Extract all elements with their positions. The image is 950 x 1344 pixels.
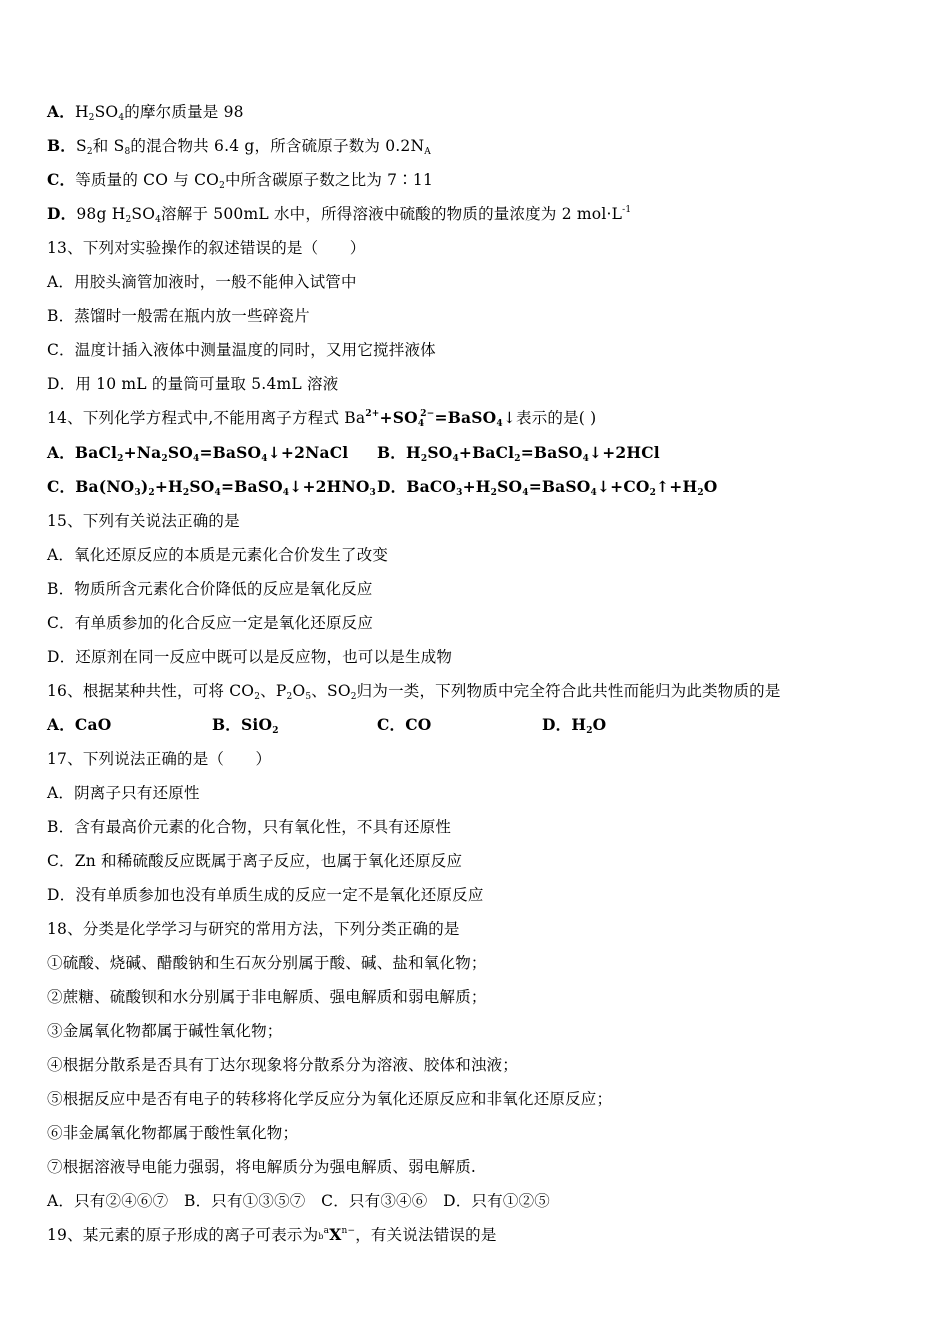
q16-option-c: C．CO	[377, 715, 432, 734]
q17-option-b: B．含有最高价元素的化合物，只有氧化性，不具有还原性	[47, 818, 452, 836]
q13-option-c: C．温度计插入液体中测量温度的同时，又用它搅拌液体	[47, 341, 436, 359]
q15-option-d: D．还原剂在同一反应中既可以是反应物，也可以是生成物	[47, 648, 453, 666]
q14-option-d: D．$BaCO_3+H_2SO_4=BaSO_4↓+CO_2↑+H_2O$	[377, 477, 718, 498]
q18-options: A．只有②④⑥⑦ B．只有①③⑤⑦ C．只有③④⑥ D．只有①②⑤	[47, 1192, 550, 1210]
q18-item-5: ⑤根据反应中是否有电子的转移将化学反应分为氧化还原反应和非氧化还原反应；	[47, 1090, 613, 1108]
q18-item-7: ⑦根据溶液导电能力强弱，将电解质分为强电解质、弱电解质.	[47, 1158, 477, 1176]
q16-stem: 16、根据某种共性，可将 $CO_2$、$P_2O_5$、$SO_2$归为一类，下列物质中完全符合此共性而能归为此类物质的是	[47, 682, 781, 702]
q14-option-b: B．$H_2SO_4+BaCl_2=BaSO_4↓+2HCl$	[377, 443, 660, 464]
q14-row-ab	[47, 443, 907, 465]
q18-item-2: ②蔗糖、硫酸钡和水分别属于非电解质、强电解质和弱电解质；	[47, 988, 487, 1006]
q14-row-cd	[47, 477, 907, 499]
q17-option-c: C．Zn 和稀硫酸反应既属于离子反应，也属于氧化还原反应	[47, 852, 463, 870]
q14-stem: 14、下列化学方程式中,不能用离子方程式 $Ba^{2+}+SO_4^{2-}=BaSO_4↓$表示的是( )	[47, 408, 597, 429]
q14-option-a: A．$BaCl_2+Na_2SO_4=BaSO_4↓+2NaCl$	[47, 443, 349, 464]
q17-option-a: A．阴离子只有还原性	[47, 784, 200, 802]
q13-option-b: B．蒸馏时一般需在瓶内放一些碎瓷片	[47, 307, 310, 325]
q18-item-1: ①硫酸、烧碱、醋酸钠和生石灰分别属于酸、碱、盐和氧化物；	[47, 954, 487, 972]
q18-stem: 18、分类是化学学习与研究的常用方法，下列分类正确的是	[47, 920, 460, 938]
q13-stem: 13、下列对实验操作的叙述错误的是（ ）	[47, 239, 366, 257]
q16-options	[47, 715, 907, 737]
q18-item-6: ⑥非金属氧化物都属于酸性氧化物；	[47, 1124, 299, 1142]
q15-option-b: B．物质所含元素化合价降低的反应是氧化反应	[47, 580, 373, 598]
q17-stem: 17、下列说法正确的是（ ）	[47, 750, 272, 768]
q12-option-a: A．$H_2SO_4$的摩尔质量是 98	[47, 102, 244, 123]
q16-option-d: D．$H_2O$	[542, 715, 607, 736]
q15-stem: 15、下列有关说法正确的是	[47, 512, 240, 530]
q15-option-c: C．有单质参加的化合反应一定是氧化还原反应	[47, 614, 374, 632]
q19-stem: 19、某元素的原子形成的离子可表示为$b^aX^{n-}$，有关说法错误的是	[47, 1225, 497, 1244]
q17-option-d: D．没有单质参加也没有单质生成的反应一定不是氧化还原反应	[47, 886, 484, 904]
q14-option-c: C．$Ba(NO_3)_2+H_2SO_4=BaSO_4↓+2HNO_3$	[47, 477, 377, 498]
q12-option-c: C．等质量的 CO 与 $CO_2$中所含碳原子数之比为 7∶11	[47, 170, 434, 191]
q16-option-b: B．SiO$_2$	[212, 715, 279, 736]
q18-item-4: ④根据分散系是否具有丁达尔现象将分散系分为溶液、胶体和浊液；	[47, 1056, 519, 1074]
q15-option-a: A．氧化还原反应的本质是元素化合价发生了改变	[47, 546, 389, 564]
q18-item-3: ③金属氧化物都属于碱性氧化物；	[47, 1022, 283, 1040]
q12-option-d: D．98g $H_2SO_4$溶解于 500mL 水中，所得溶液中硫酸的物质的量浓度为 2 $mol\cdot L^{-1}$	[47, 204, 632, 225]
q13-option-d: D．用 10 mL 的量筒可量取 5.4mL 溶液	[47, 375, 339, 393]
q13-option-a: A．用胶头滴管加液时，一般不能伸入试管中	[47, 273, 357, 291]
q12-option-b: B．$S_2$和 $S_8$的混合物共 6.4 g，所含硫原子数为 $0.2N_A$	[47, 136, 431, 157]
q16-option-a: A．CaO	[47, 715, 112, 734]
